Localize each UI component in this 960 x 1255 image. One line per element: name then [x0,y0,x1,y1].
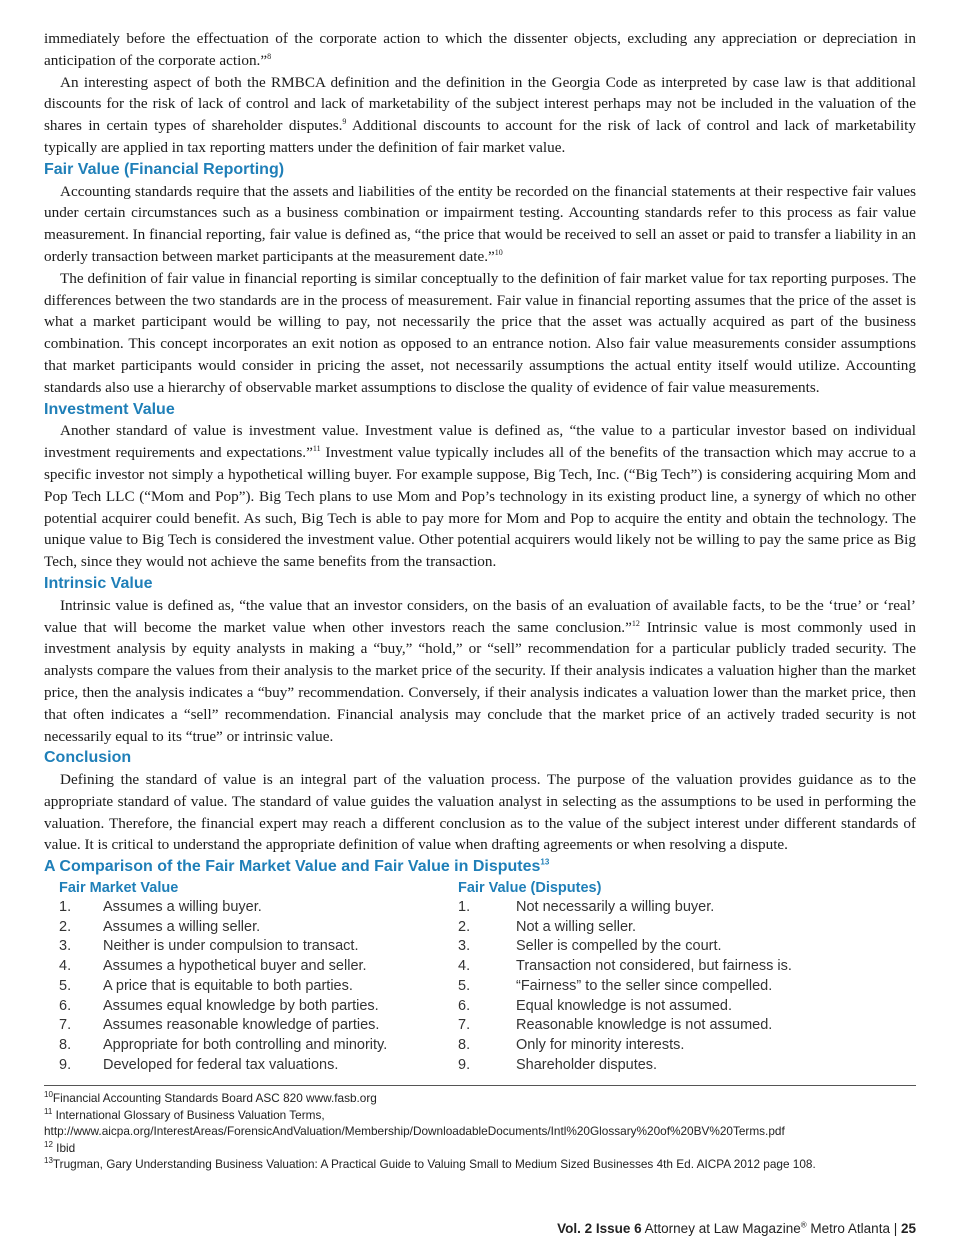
list-item [458,937,914,957]
paragraph [44,181,916,268]
list-item [59,937,444,957]
footnote-text: International Glossary of Business Valuation Terms, http://www.aicpa.org/InterestAreas/ForensicAndValuation/Membership/DownloadableDocuments/Intl%20Glossary%20of%20BV%20Terms.pdf [44,1107,785,1139]
paragraph-text: The definition of fair value in financial reporting is similar conceptually to the definition of fair market value for tax reporting purposes. The differences between the two standards are in the process of measurement. Fair value in financial reporting assumes that the price of the asset is what a market participant would be willing to pay, not necessarily the price that the asset was actually acquired as part of the business combination. This concept incorporates an exit notion as opposed to an entrance notion. Also fair value measurements consider assumptions that market participants would consider in pricing the asset, not necessarily assumptions the actual entity itself would utilize. Accounting standards also use a hierarchy of observable market assumptions to disclose the quality of evidence of fair value measurements. [44,269,916,396]
page-footer [557,1221,916,1236]
list-item [458,977,914,997]
footnote-mark: 12 [44,1139,53,1149]
list-item [59,977,444,997]
footnotes [44,1090,916,1172]
section-heading-intrinsic-value: Intrinsic Value [44,574,153,592]
paragraph-text: Intrinsic value is most commonly used in investment analysis by equity analysts in making a “buy,” “hold,” or “sell” recommendation for a particular publicly traded security. The analysts compare the values from their analysis to the market price of the security. If their analysis indicates a valuation higher than the market price, then the analysis indicates a “buy” recommendation. Conversely, if their analysis indicates a valuation lower than the market price, then that often indicates a “sell” recommendation. Financial analysis may conclude that the market price of an actively traded security is not necessarily equal to its “true” or intrinsic value. [44,618,916,745]
list-item [59,997,444,1017]
footnote-ref[interactable]: 10 [494,247,503,257]
list-item-number: 1. [59,899,72,916]
list-item-number: 1. [458,899,471,916]
list-item [458,997,914,1017]
list-item-number: 8. [458,1037,471,1053]
list-item [59,898,444,918]
footnote [44,1140,916,1156]
city-name: Metro Atlanta [806,1221,890,1236]
list-item-text: Seller is compelled by the court. [516,938,722,955]
list-item-text: A price that is equitable to both parties. [103,977,353,994]
list-item-number: 2. [458,918,471,935]
section-heading-conclusion: Conclusion [44,749,132,767]
list-item-number: 9. [458,1056,471,1073]
fair-market-value-column [44,879,444,1075]
issue-label: Vol. 2 Issue 6 [557,1221,642,1236]
paragraph-text: Additional discounts to account for the risk of lack of control and lack of marketability typically are applied in tax reporting matters under the definition of fair market value. [44,117,916,156]
list-item [59,957,444,977]
list-item [59,1036,444,1056]
paragraph-text: An interesting aspect of both the RMBCA definition and the definition in the Georgia Code as interpreted by case law is that additional discounts for the risk of lack of control and lack of marketability of the subject interest perhaps may not be included in the valuation of the shares in certain types of shareholder disputes. [44,73,916,135]
footnote-mark: 11 [44,1106,53,1116]
list-item [458,1016,914,1036]
comparison-list [59,898,444,1075]
list-item-text: Assumes a willing seller. [103,918,261,935]
list-item-number: 8. [59,1037,72,1053]
list-item-text: Only for minority interests. [516,1037,685,1053]
footer-separator: | [889,1221,901,1236]
section-heading-investment-value: Investment Value [44,400,175,418]
footnote-divider [44,1085,916,1086]
comparison-table [44,879,916,1075]
paragraph [44,769,916,856]
section-heading-fair-value: Fair Value (Financial Reporting) [44,160,285,178]
comparison-heading-text: A Comparison of the Fair Market Value and Fair Value in Disputes [44,858,541,876]
list-item [59,1056,444,1076]
footnote-ref[interactable]: 9 [342,117,347,127]
article-page [44,28,916,1172]
list-item-number: 7. [458,1017,471,1034]
footnote [44,1090,916,1106]
list-item [59,918,444,938]
list-item-number: 6. [458,997,471,1014]
list-item-text: Not necessarily a willing buyer. [516,899,715,916]
paragraph [44,72,916,159]
footnote [44,1107,916,1140]
list-item-text: Assumes reasonable knowledge of parties. [103,1017,380,1034]
list-item-number: 2. [59,918,72,935]
list-item-text: Neither is under compulsion to transact. [103,938,359,955]
list-item-text: Reasonable knowledge is not assumed. [516,1017,773,1034]
list-item-text: Transaction not considered, but fairness is. [516,958,792,975]
footnote-ref[interactable]: 13 [540,857,550,867]
list-item [458,957,914,977]
paragraph-text: Investment value typically includes all of the benefits of the transaction which may accrue to a specific investor not simply a hypothetical willing buyer. For example suppose, Big Tech, Inc. (“Big Tech”) is considering acquiring Mom and Pop Tech LLC (“Mom and Pop”). Big Tech plans to use Mom and Pop’s technology in its existing product line, a synergy of which no other potential acquirer could benefit. As such, Big Tech is able to pay more for Mom and Pop to acquire the entity and obtain the technology. The unique value to Big Tech is considered the investment value. Other potential acquirers would likely not be willing to pay the same price as Big Tech, since they would not achieve the same benefits from the transaction. [44,444,916,571]
list-item-text: Assumes a willing buyer. [103,899,262,916]
list-item-text: “Fairness” to the seller since compelled. [516,977,773,994]
paragraph-text: immediately before the effectuation of the corporate action to which the dissenter objects, excluding any appreciation or depreciation in anticipation of the corporate action.” [44,30,916,69]
footnote-ref[interactable]: 12 [631,618,640,628]
paragraph [44,595,916,748]
list-item-text: Appropriate for both controlling and minority. [103,1037,388,1053]
list-item-number: 6. [59,997,72,1014]
list-item-number: 4. [458,958,471,975]
page-number: 25 [900,1221,916,1236]
paragraph [44,268,916,399]
paragraph [44,420,916,573]
list-item-text: Assumes equal knowledge by both parties. [103,997,379,1014]
column-title: Fair Value (Disputes) [458,880,602,897]
registered-mark: ® [800,1220,807,1230]
footnote [44,1156,916,1172]
list-item [59,1016,444,1036]
list-item-number: 9. [59,1056,72,1073]
list-item-number: 3. [59,938,72,955]
footnote-text: Financial Accounting Standards Board ASC 820 www.fasb.org [52,1091,377,1106]
list-item [458,1056,914,1076]
list-item-number: 7. [59,1017,72,1034]
paragraph-text: Another standard of value is investment value. Investment value is defined as, “the value to a particular investor based on individual investment requirements and expectations.” [44,422,916,462]
list-item-text: Not a willing seller. [516,918,637,935]
footnote-mark: 10 [44,1090,53,1100]
footnote-ref[interactable]: 11 [312,444,321,454]
column-title: Fair Market Value [59,880,179,897]
footnote-mark: 13 [44,1156,53,1166]
list-item [458,898,914,918]
list-item-number: 3. [458,938,471,955]
footnote-text: Trugman, Gary Understanding Business Valuation: A Practical Guide to Valuing Small to Medium Sized Businesses 4th Ed. AICPA 2012 page 108. [52,1157,816,1172]
list-item-text: Developed for federal tax valuations. [103,1056,339,1073]
list-item-number: 5. [59,977,72,994]
list-item-text: Shareholder disputes. [516,1056,658,1073]
fair-value-disputes-column [444,879,914,1075]
comparison-heading [44,856,916,878]
comparison-list [458,898,914,1075]
magazine-name: Attorney at Law Magazine [641,1221,801,1236]
list-item [458,1036,914,1056]
paragraph-text: Defining the standard of value is an integral part of the valuation process. The purpose of the valuation provides guidance as to the appropriate standard of value. The standard of value guides the valuation analyst in selecting as the assumptions to be used in performing the valuation. Therefore, the financial expert may reach a different conclusion as to the value of the subject interest under different standards of value. It is critical to understand the appropriate definition of value when drafting agreements or when resolving a dispute. [44,771,916,854]
list-item-number: 5. [458,977,471,994]
paragraph-text: Intrinsic value is defined as, “the value that an investor considers, on the basis of an evaluation of available facts, to be the ‘true’ or ‘real’ value that will become the market value when other investors reach the same conclusion.” [44,596,916,636]
paragraph-text: Accounting standards require that the assets and liabilities of the entity be recorded on the financial statements at their respective fair values under certain circumstances such as a business combination or impairment testing. Accounting standards refer to this process as fair value measurement. In financial reporting, fair value is defined as, “the price that would be received to sell an asset or paid to transfer a liability in an orderly transaction between market participants at the measurement date.” [44,182,916,265]
paragraph [44,28,916,72]
footnote-ref[interactable]: 8 [267,51,272,61]
list-item-text: Equal knowledge is not assumed. [516,997,733,1014]
list-item-text: Assumes a hypothetical buyer and seller. [103,958,367,975]
list-item-number: 4. [59,958,72,975]
list-item [458,918,914,938]
footnote-text: Ibid [52,1140,76,1155]
